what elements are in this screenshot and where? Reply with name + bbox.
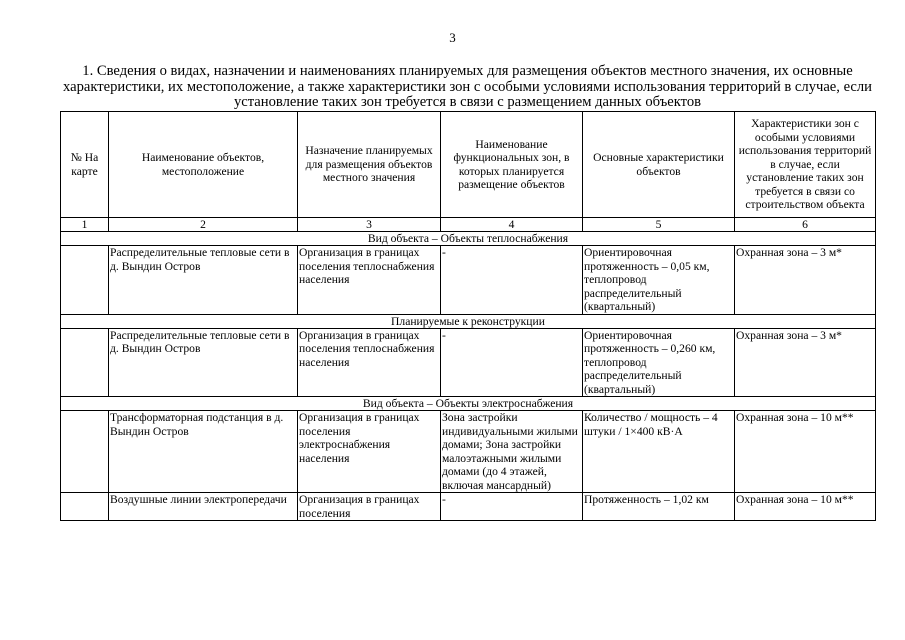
header-map-number: № На карте (61, 112, 109, 218)
section-row (61, 314, 876, 328)
cell-name: Распределительные тепловые сети в д. Вындин Остров (109, 246, 298, 315)
table-row (61, 411, 876, 493)
column-number: 4 (441, 218, 583, 232)
column-number: 2 (109, 218, 298, 232)
cell-purpose: Организация в границах поселения теплоснабжения населения (298, 246, 441, 315)
cell-zones: - (441, 246, 583, 315)
section-title: Вид объекта – Объекты теплоснабжения (61, 232, 876, 246)
section-row (61, 397, 876, 411)
table-header-row (61, 112, 876, 218)
header-special-zones: Характеристики зон с особыми условиями использования территорий в случае, если установление таких зон требуется в связи со строительством объекта (735, 112, 876, 218)
section-title: Вид объекта – Объекты электроснабжения (61, 397, 876, 411)
cell-special-zone: Охранная зона – 10 м** (735, 493, 876, 521)
objects-table (60, 111, 876, 521)
document-heading: 1. Сведения о видах, назначении и наименованиях планируемых для размещения объектов местного значения, их основные характеристики, их местоположение, а также характеристики зон с особыми условиями использования территорий в случае, если установление таких зон требуется в связи с размещением данных объектов (62, 63, 872, 110)
cell-num (61, 328, 109, 397)
cell-special-zone: Охранная зона – 10 м** (735, 411, 876, 493)
header-functional-zones: Наименование функциональных зон, в которых планируется размещение объектов (441, 112, 583, 218)
section-row (61, 232, 876, 246)
cell-zones: - (441, 328, 583, 397)
section-title: Планируемые к реконструкции (61, 314, 876, 328)
table-row (61, 246, 876, 315)
header-characteristics: Основные характеристики объектов (583, 112, 735, 218)
cell-purpose: Организация в границах поселения электроснабжения населения (298, 411, 441, 493)
cell-name: Распределительные тепловые сети в д. Вындин Остров (109, 328, 298, 397)
cell-zones: Зона застройки индивидуальными жилыми домами; Зона застройки малоэтажными жилыми домами (до 4 этажей, включая мансардный) (441, 411, 583, 493)
cell-num (61, 411, 109, 493)
cell-special-zone: Охранная зона – 3 м* (735, 328, 876, 397)
cell-special-zone: Охранная зона – 3 м* (735, 246, 876, 315)
cell-num (61, 493, 109, 521)
cell-purpose: Организация в границах поселения (298, 493, 441, 521)
header-object-name: Наименование объектов, местоположение (109, 112, 298, 218)
cell-name: Трансформаторная подстанция в д. Вындин Остров (109, 411, 298, 493)
cell-characteristics: Протяженность – 1,02 км (583, 493, 735, 521)
column-number: 1 (61, 218, 109, 232)
cell-characteristics: Ориентировочная протяженность – 0,05 км, теплопровод распределительный (квартальный) (583, 246, 735, 315)
column-number: 6 (735, 218, 876, 232)
table-row (61, 328, 876, 397)
cell-name: Воздушные линии электропередачи (109, 493, 298, 521)
cell-num (61, 246, 109, 315)
page-number: 3 (449, 30, 456, 45)
column-number: 3 (298, 218, 441, 232)
cell-characteristics: Ориентировочная протяженность – 0,260 км, теплопровод распределительный (квартальный) (583, 328, 735, 397)
column-number-row (61, 218, 876, 232)
header-purpose: Назначение планируемых для размещения объектов местного значения (298, 112, 441, 218)
cell-purpose: Организация в границах поселения теплоснабжения населения (298, 328, 441, 397)
column-number: 5 (583, 218, 735, 232)
table-row (61, 493, 876, 521)
cell-zones: - (441, 493, 583, 521)
cell-characteristics: Количество / мощность – 4 штуки / 1×400 кВ·А (583, 411, 735, 493)
